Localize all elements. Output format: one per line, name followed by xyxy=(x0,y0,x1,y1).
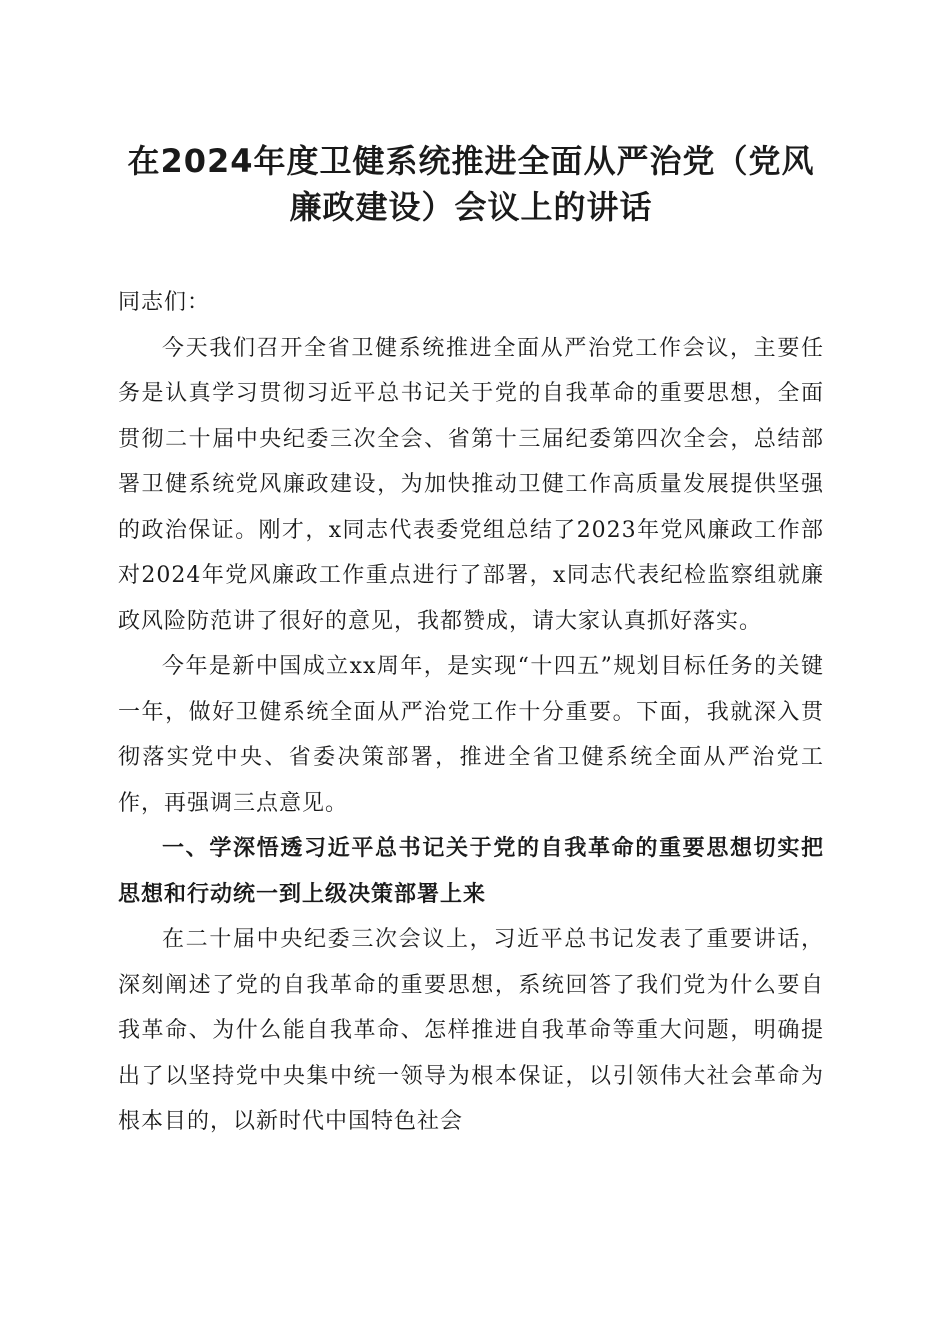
section-heading-1: 一、学深悟透习近平总书记关于党的自我革命的重要思想切实把思想和行动统一到上级决策部署上来 xyxy=(118,836,824,907)
document-body xyxy=(118,280,824,1145)
salutation: 同志们： xyxy=(118,290,211,315)
paragraph-context: 今年是新中国成立xx周年，是实现“十四五”规划目标任务的关键一年，做好卫健系统全面从严治党工作十分重要。下面，我就深入贯彻落实党中央、省委决策部署，推进全省卫健系统全面从严治党工作，再强调三点意见。 xyxy=(118,654,824,816)
paragraph-intro: 今天我们召开全省卫健系统推进全面从严治党工作会议，主要任务是认真学习贯彻习近平总书记关于党的自我革命的重要思想，全面贯彻二十届中央纪委三次全会、省第十三届纪委第四次全会，总结部署卫健系统党风廉政建设，为加快推动卫健工作高质量发展提供坚强的政治保证。刚才，x同志代表委党组总结了2023年党风廉政工作部对2024年党风廉政工作重点进行了部署，x同志代表纪检监察组就廉政风险防范讲了很好的意见，我都赞成，请大家认真抓好落实。 xyxy=(118,335,824,634)
section-paragraph-1: 在二十届中央纪委三次会议上，习近平总书记发表了重要讲话，深刻阐述了党的自我革命的重要思想，系统回答了我们党为什么要自我革命、为什么能自我革命、怎样推进自我革命等重大问题，明确提出了以坚持党中央集中统一领导为根本保证，以引领伟大社会革命为根本目的，以新时代中国特色社会 xyxy=(118,927,824,1134)
document-page xyxy=(118,138,824,1145)
document-title: 在2024年度卫健系统推进全面从严治党（党风廉政建设）会议上的讲话 xyxy=(127,142,815,226)
